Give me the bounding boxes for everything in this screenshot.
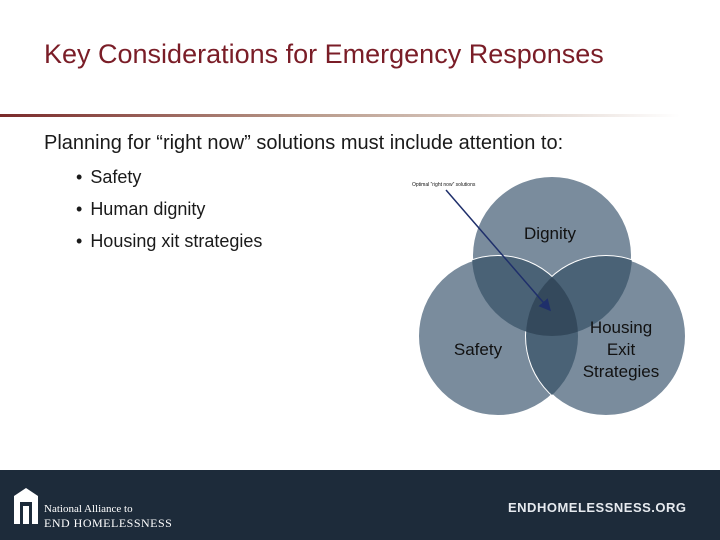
label-housing-line1: Housing [589,318,653,337]
bullet-item-human-dignity: • Human dignity [76,196,262,228]
website-link[interactable]: ENDHOMELESSNESS.ORG [508,500,687,515]
label-housing-line3: Strategies [582,362,660,381]
org-logo-text [44,502,172,530]
footer-bar [0,470,720,540]
venn-diagram [380,160,700,460]
label-housing-line2: Exit [606,340,636,359]
house-logo-icon [14,488,38,524]
title-divider [0,114,680,117]
bullet-list [76,164,262,260]
bullet-item-housing-exit: • Housing xit strategies [76,228,262,260]
bullet-item-safety: • Safety [76,164,262,196]
org-name-line1: National Alliance to [44,503,133,515]
org-name-line2: END HOMELESSNESS [44,516,173,530]
label-safety: Safety [453,340,503,359]
intro-text: Planning for “right now” solutions must include attention to: [44,132,564,154]
slide-title: Key Considerations for Emergency Responses [44,39,604,69]
callout-label: Optimal “right now” solutions [412,182,476,188]
label-dignity: Dignity [524,224,576,243]
